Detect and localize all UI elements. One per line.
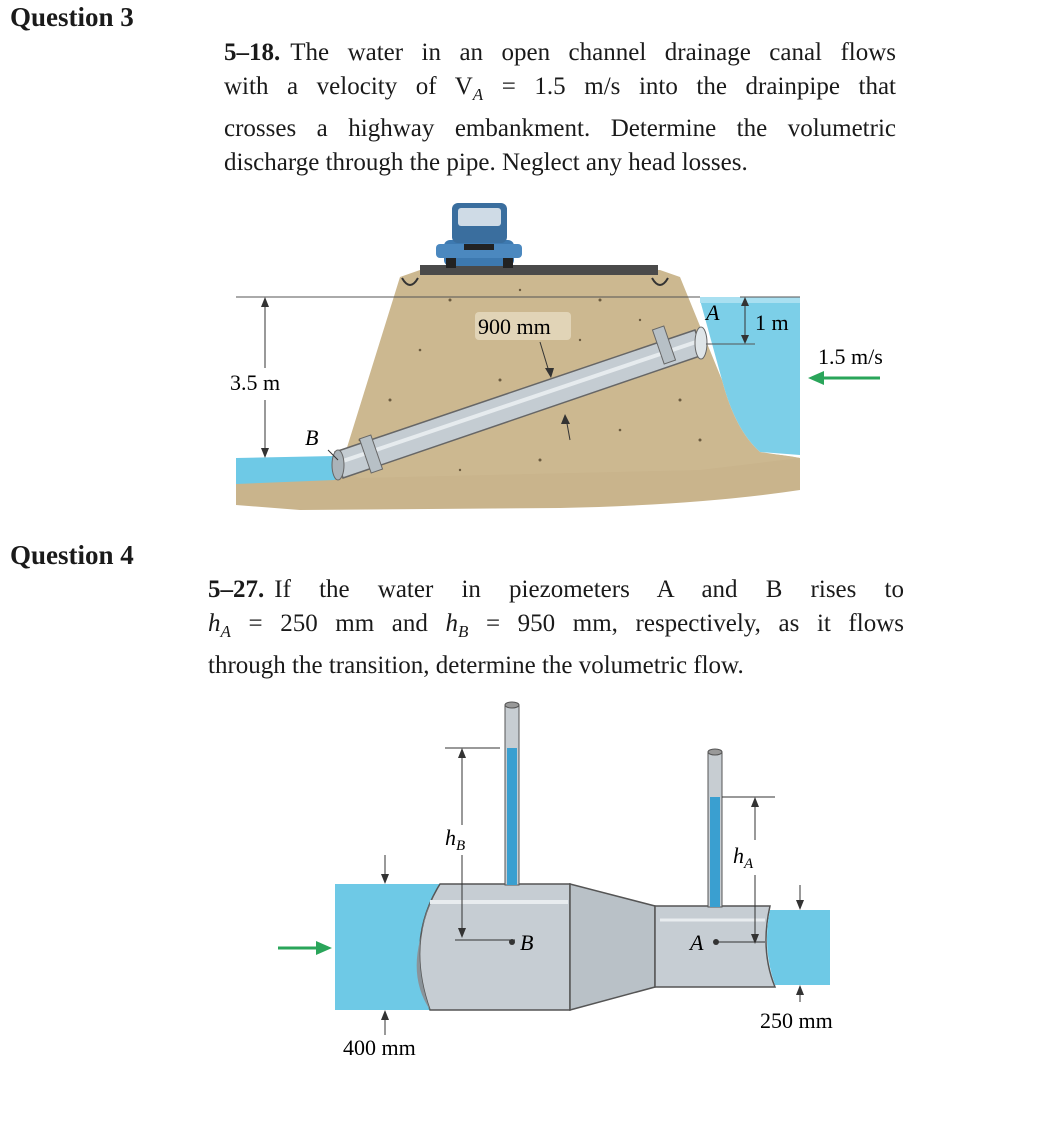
problem-number: 5–18. bbox=[224, 39, 281, 66]
label-hb: $h_B$ bbox=[445, 825, 466, 854]
label-b: B bbox=[305, 425, 319, 450]
car-icon bbox=[436, 203, 522, 268]
problem-5-27-text bbox=[208, 573, 904, 683]
transition-cone bbox=[570, 884, 655, 1010]
label-velocity: 1.5 m/s bbox=[818, 344, 883, 369]
problem-5-27-line-1: 5–27. If the water in piezometers A and B rises to bbox=[208, 576, 904, 603]
label-900-mm: 900 mm bbox=[478, 314, 551, 339]
flow-arrow-icon bbox=[808, 371, 824, 385]
label-400-mm: 400 mm bbox=[343, 1035, 416, 1060]
label-point-a: A bbox=[690, 930, 704, 955]
small-pipe bbox=[655, 906, 775, 987]
question-4-heading: Question 4 bbox=[10, 540, 134, 570]
label-3-5-m: 3.5 m bbox=[230, 370, 281, 395]
problem-5-27-line-3: through the transition, determine the volumetric flow. bbox=[208, 652, 744, 679]
label-ha: $h_A$ bbox=[733, 843, 754, 872]
question-3-heading: Question 3 bbox=[10, 2, 134, 32]
problem-5-18-line-3: crosses a highway embankment. Determine the volumetric bbox=[224, 115, 896, 142]
problem-5-18-line-4: discharge through the pipe. Neglect any head losses. bbox=[224, 149, 748, 176]
problem-5-27-line-2: $h_A = 250$ mm and $h_B = 950$ mm, respectively, as it flows bbox=[208, 610, 904, 641]
outlet-water bbox=[236, 456, 335, 484]
label-250-mm: 250 mm bbox=[760, 1008, 833, 1033]
label-point-b: B bbox=[520, 930, 534, 955]
flow-arrow-icon bbox=[316, 941, 332, 955]
embankment-figure bbox=[0, 0, 1042, 540]
downstream-water bbox=[767, 910, 830, 985]
problem-number: 5–27. bbox=[208, 576, 265, 603]
transition-figure bbox=[0, 680, 1042, 1133]
label-a: A bbox=[706, 300, 720, 325]
problem-5-18-line-2: with a velocity of $V_A = 1.5$ m/s into the drainpipe that bbox=[224, 73, 896, 104]
label-1-m: 1 m bbox=[755, 310, 789, 335]
problem-5-18-line-1: 5–18. The water in an open channel drainage canal flows bbox=[224, 39, 896, 66]
